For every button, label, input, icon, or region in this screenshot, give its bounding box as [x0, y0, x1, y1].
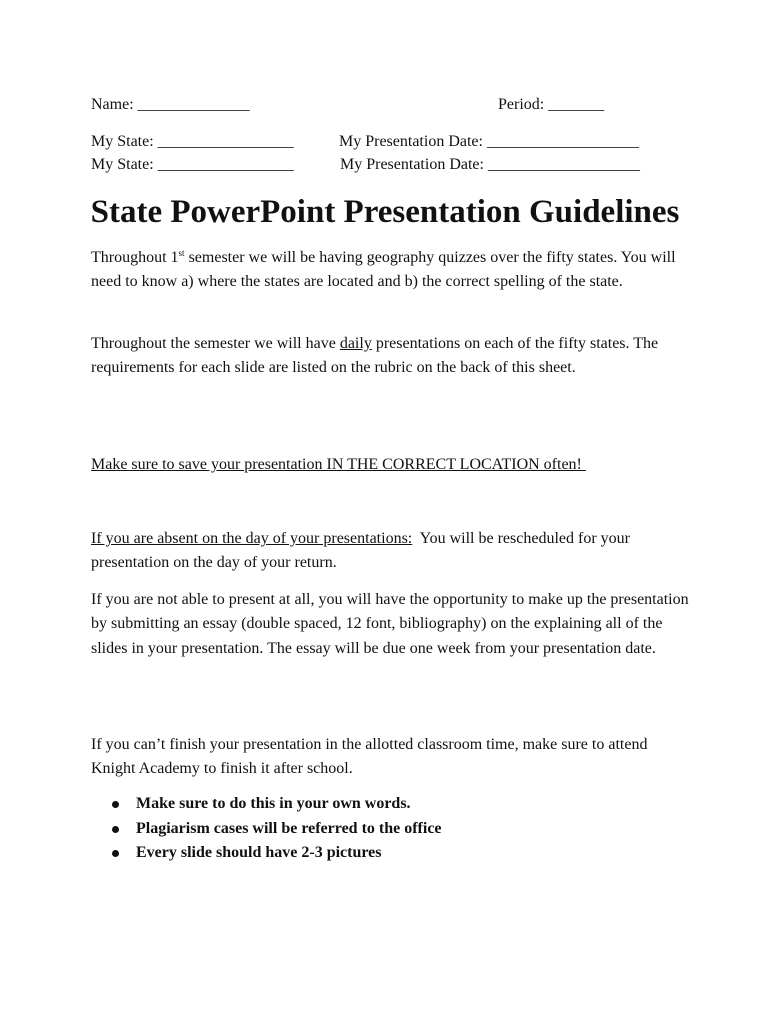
bullet-icon: [112, 801, 119, 808]
name-field: Name: ______________: [91, 96, 250, 113]
ordinal-superscript: st: [178, 248, 185, 258]
state-field-1: My State: _________________: [91, 133, 294, 150]
after-school-paragraph: If you can’t finish your presentation in the allotted classroom time, make sure to attend Knight Academy to finish it after school.: [91, 736, 648, 778]
list-item: [91, 817, 442, 842]
daily-presentations-paragraph: [91, 332, 691, 381]
bullet-icon: [112, 850, 119, 857]
daily-paragraph-prefix: Throughout the semester we will have: [91, 335, 340, 352]
presentation-date-field-2: My Presentation Date: ___________________: [340, 156, 640, 173]
absent-paragraph: [91, 527, 691, 576]
period-field: Period: _______: [498, 96, 605, 113]
bullet-icon: [112, 826, 119, 833]
save-location-note: Make sure to save your presentation IN THE CORRECT LOCATION often!: [91, 456, 586, 473]
daily-underlined-word: daily: [339, 335, 372, 352]
presentation-date-field-1: My Presentation Date: ___________________: [339, 133, 639, 150]
list-item-text: Plagiarism cases will be referred to the office: [136, 819, 442, 837]
list-item-text: Make sure to do this in your own words.: [136, 795, 411, 812]
state-field-2: My State: _________________: [91, 156, 294, 173]
page-title: State PowerPoint Presentation Guidelines: [90, 194, 680, 230]
daily-paragraph-rest: presentations on each of the fifty states. The requirements for each slide are listed on the rubric on the back of this sheet.: [91, 335, 659, 377]
list-item: [91, 841, 442, 866]
absent-heading: If you are absent on the day of your presentations:: [91, 530, 413, 547]
list-item-text: Every slide should have 2-3 pictures: [136, 844, 382, 861]
unable-to-present-paragraph: If you are not able to present at all, you will have the opportunity to make up the presentation by submitting an essay (double spaced, 12 font, bibliography) on the explaining all of the slides in your presentation. The essay will be due one week from your presentation date.: [91, 591, 689, 657]
list-item: [91, 792, 442, 817]
absent-paragraph-rest: You will be rescheduled for your presentation on the day of your return.: [91, 530, 634, 572]
quiz-paragraph-prefix: Throughout 1: [91, 249, 179, 266]
quiz-paragraph-rest: semester we will be having geography quizzes over the fifty states. You will need to know a) where the states are located and b) the correct spelling of the state.: [91, 249, 676, 291]
quiz-paragraph: [91, 246, 691, 295]
requirements-list: [91, 792, 442, 866]
